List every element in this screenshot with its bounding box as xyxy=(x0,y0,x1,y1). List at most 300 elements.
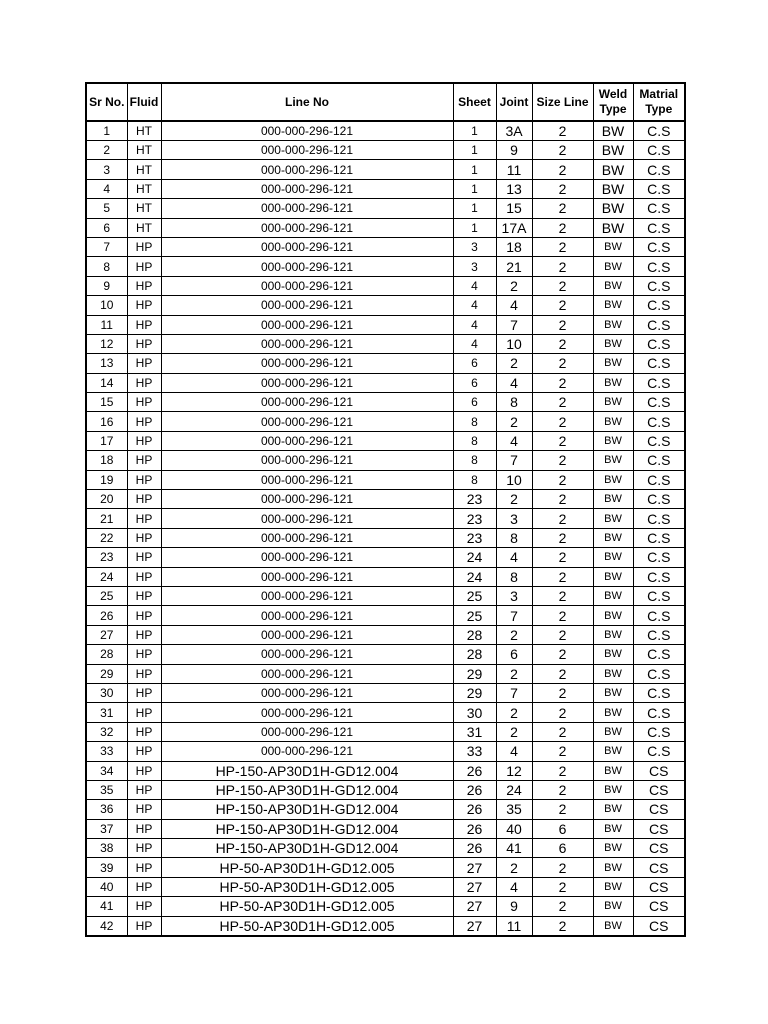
sheet-cell: 26 xyxy=(453,800,496,819)
sheet-cell: 28 xyxy=(453,645,496,664)
weld-type-cell: BW xyxy=(593,121,633,141)
sr-no-cell: 4 xyxy=(86,179,127,198)
table-row xyxy=(86,528,685,547)
line-no-cell: HP-50-AP30D1H-GD12.005 xyxy=(161,897,453,916)
fluid-cell: HP xyxy=(127,567,161,586)
table-row xyxy=(86,858,685,877)
fluid-cell: HT xyxy=(127,160,161,179)
line-no-cell: 000-000-296-121 xyxy=(161,237,453,256)
matrial-type-cell: C.S xyxy=(633,722,685,741)
line-no-cell: 000-000-296-121 xyxy=(161,528,453,547)
weld-type-cell: BW xyxy=(593,625,633,644)
line-no-cell: HP-50-AP30D1H-GD12.005 xyxy=(161,877,453,896)
sr-no-cell: 26 xyxy=(86,606,127,625)
fluid-cell: HP xyxy=(127,276,161,295)
sheet-cell: 4 xyxy=(453,276,496,295)
table-row xyxy=(86,354,685,373)
sheet-cell: 8 xyxy=(453,431,496,450)
line-no-cell: HP-150-AP30D1H-GD12.004 xyxy=(161,761,453,780)
sr-no-cell: 36 xyxy=(86,800,127,819)
size-line-cell: 2 xyxy=(532,586,593,605)
joint-cell: 4 xyxy=(496,373,532,392)
joint-cell: 2 xyxy=(496,354,532,373)
matrial-type-cell: C.S xyxy=(633,567,685,586)
joint-cell: 11 xyxy=(496,160,532,179)
weld-type-cell: BW xyxy=(593,141,633,160)
joint-cell: 2 xyxy=(496,276,532,295)
table-row xyxy=(86,237,685,256)
joint-cell: 3 xyxy=(496,509,532,528)
fluid-cell: HP xyxy=(127,858,161,877)
size-line-cell: 2 xyxy=(532,470,593,489)
fluid-cell: HP xyxy=(127,490,161,509)
table-row xyxy=(86,800,685,819)
sheet-cell: 24 xyxy=(453,567,496,586)
size-line-cell: 2 xyxy=(532,780,593,799)
table-row xyxy=(86,334,685,353)
sr-no-cell: 38 xyxy=(86,839,127,858)
sheet-cell: 33 xyxy=(453,742,496,761)
size-line-cell: 2 xyxy=(532,858,593,877)
sheet-cell: 23 xyxy=(453,490,496,509)
sheet-cell: 1 xyxy=(453,160,496,179)
weld-type-cell: BW xyxy=(593,354,633,373)
fluid-cell: HP xyxy=(127,528,161,547)
weld-type-cell: BW xyxy=(593,548,633,567)
matrial-type-cell: C.S xyxy=(633,683,685,702)
weld-type-cell: BW xyxy=(593,645,633,664)
size-line-cell: 2 xyxy=(532,509,593,528)
table-row xyxy=(86,490,685,509)
fluid-cell: HP xyxy=(127,373,161,392)
weld-type-cell: BW xyxy=(593,490,633,509)
fluid-cell: HP xyxy=(127,742,161,761)
line-no-cell: 000-000-296-121 xyxy=(161,393,453,412)
matrial-type-cell: C.S xyxy=(633,393,685,412)
fluid-cell: HT xyxy=(127,121,161,141)
line-no-cell: 000-000-296-121 xyxy=(161,257,453,276)
sheet-cell: 1 xyxy=(453,179,496,198)
table-row xyxy=(86,625,685,644)
size-line-cell: 2 xyxy=(532,315,593,334)
size-line-cell: 2 xyxy=(532,354,593,373)
weld-type-cell: BW xyxy=(593,296,633,315)
size-line-cell: 2 xyxy=(532,296,593,315)
sr-no-cell: 24 xyxy=(86,567,127,586)
sheet-cell: 25 xyxy=(453,586,496,605)
joint-cell: 2 xyxy=(496,858,532,877)
size-line-cell: 2 xyxy=(532,490,593,509)
sr-no-cell: 30 xyxy=(86,683,127,702)
sheet-cell: 3 xyxy=(453,257,496,276)
matrial-type-cell: C.S xyxy=(633,703,685,722)
table-row xyxy=(86,160,685,179)
matrial-type-cell: C.S xyxy=(633,528,685,547)
sheet-cell: 26 xyxy=(453,761,496,780)
table-row xyxy=(86,897,685,916)
weld-type-cell: BW xyxy=(593,780,633,799)
sheet-cell: 23 xyxy=(453,528,496,547)
weld-type-cell: BW xyxy=(593,586,633,605)
size-line-cell: 2 xyxy=(532,373,593,392)
sr-no-cell: 16 xyxy=(86,412,127,431)
sheet-cell: 31 xyxy=(453,722,496,741)
fluid-cell: HP xyxy=(127,703,161,722)
size-line-cell: 2 xyxy=(532,179,593,198)
matrial-type-cell: CS xyxy=(633,800,685,819)
joint-cell: 21 xyxy=(496,257,532,276)
table-row xyxy=(86,722,685,741)
weld-type-cell: BW xyxy=(593,877,633,896)
sr-no-cell: 41 xyxy=(86,897,127,916)
sheet-cell: 29 xyxy=(453,664,496,683)
joint-cell: 3 xyxy=(496,586,532,605)
fluid-cell: HP xyxy=(127,315,161,334)
table-row xyxy=(86,567,685,586)
table-row xyxy=(86,257,685,276)
fluid-cell: HP xyxy=(127,509,161,528)
table-row xyxy=(86,412,685,431)
weld-type-cell: BW xyxy=(593,664,633,683)
header-row xyxy=(86,83,685,121)
matrial-type-cell: C.S xyxy=(633,373,685,392)
weld-type-cell: BW xyxy=(593,373,633,392)
matrial-type-cell: C.S xyxy=(633,257,685,276)
table-row xyxy=(86,742,685,761)
fluid-cell: HP xyxy=(127,257,161,276)
fluid-cell: HP xyxy=(127,431,161,450)
matrial-type-cell: C.S xyxy=(633,141,685,160)
size-line-cell: 2 xyxy=(532,548,593,567)
sr-no-cell: 22 xyxy=(86,528,127,547)
sr-no-cell: 25 xyxy=(86,586,127,605)
joint-cell: 9 xyxy=(496,897,532,916)
weld-type-cell: BW xyxy=(593,858,633,877)
size-line-cell: 2 xyxy=(532,451,593,470)
sr-no-cell: 21 xyxy=(86,509,127,528)
joint-cell: 2 xyxy=(496,703,532,722)
joint-cell: 11 xyxy=(496,916,532,936)
size-line-cell: 2 xyxy=(532,276,593,295)
sheet-cell: 1 xyxy=(453,141,496,160)
sr-no-cell: 35 xyxy=(86,780,127,799)
sheet-cell: 3 xyxy=(453,237,496,256)
line-no-cell: HP-50-AP30D1H-GD12.005 xyxy=(161,916,453,936)
matrial-type-cell: C.S xyxy=(633,237,685,256)
sr-no-cell: 8 xyxy=(86,257,127,276)
fluid-cell: HP xyxy=(127,470,161,489)
weld-type-cell: BW xyxy=(593,742,633,761)
joint-cell: 6 xyxy=(496,645,532,664)
matrial-type-cell: C.S xyxy=(633,490,685,509)
sr-no-cell: 32 xyxy=(86,722,127,741)
sr-no-cell: 5 xyxy=(86,199,127,218)
sr-no-cell: 39 xyxy=(86,858,127,877)
size-line-cell: 2 xyxy=(532,431,593,450)
sr-no-cell: 3 xyxy=(86,160,127,179)
matrial-type-cell: C.S xyxy=(633,160,685,179)
fluid-cell: HP xyxy=(127,296,161,315)
line-no-cell: 000-000-296-121 xyxy=(161,334,453,353)
size-line-cell: 2 xyxy=(532,742,593,761)
matrial-type-cell: C.S xyxy=(633,354,685,373)
matrial-type-cell: CS xyxy=(633,761,685,780)
table-row xyxy=(86,121,685,141)
weld-type-cell: BW xyxy=(593,237,633,256)
size-line-cell: 2 xyxy=(532,606,593,625)
sr-no-cell: 40 xyxy=(86,877,127,896)
line-no-cell: 000-000-296-121 xyxy=(161,315,453,334)
size-line-cell: 2 xyxy=(532,625,593,644)
sheet-cell: 27 xyxy=(453,916,496,936)
table-row xyxy=(86,548,685,567)
line-no-cell: 000-000-296-121 xyxy=(161,490,453,509)
sr-no-cell: 6 xyxy=(86,218,127,237)
weld-type-cell: BW xyxy=(593,916,633,936)
joint-cell: 4 xyxy=(496,877,532,896)
weld-type-cell: BW xyxy=(593,761,633,780)
joint-cell: 4 xyxy=(496,742,532,761)
fluid-cell: HT xyxy=(127,179,161,198)
weld-joint-table xyxy=(85,82,686,937)
matrial-type-cell: C.S xyxy=(633,509,685,528)
joint-cell: 15 xyxy=(496,199,532,218)
matrial-type-cell: C.S xyxy=(633,121,685,141)
fluid-cell: HP xyxy=(127,237,161,256)
line-no-cell: 000-000-296-121 xyxy=(161,141,453,160)
joint-cell: 7 xyxy=(496,606,532,625)
weld-type-cell: BW xyxy=(593,470,633,489)
joint-cell: 8 xyxy=(496,528,532,547)
joint-cell: 8 xyxy=(496,393,532,412)
sr-no-cell: 11 xyxy=(86,315,127,334)
size-line-cell: 2 xyxy=(532,528,593,547)
header-matrial-type-line2: Type xyxy=(645,102,673,116)
line-no-cell: 000-000-296-121 xyxy=(161,722,453,741)
size-line-cell: 2 xyxy=(532,683,593,702)
sheet-cell: 29 xyxy=(453,683,496,702)
table-row xyxy=(86,683,685,702)
line-no-cell: 000-000-296-121 xyxy=(161,179,453,198)
weld-type-cell: BW xyxy=(593,722,633,741)
line-no-cell: 000-000-296-121 xyxy=(161,431,453,450)
weld-type-cell: BW xyxy=(593,703,633,722)
fluid-cell: HP xyxy=(127,916,161,936)
matrial-type-cell: C.S xyxy=(633,645,685,664)
table-row xyxy=(86,393,685,412)
fluid-cell: HT xyxy=(127,199,161,218)
weld-type-cell: BW xyxy=(593,257,633,276)
fluid-cell: HP xyxy=(127,606,161,625)
joint-cell: 7 xyxy=(496,451,532,470)
line-no-cell: 000-000-296-121 xyxy=(161,276,453,295)
matrial-type-cell: C.S xyxy=(633,664,685,683)
line-no-cell: 000-000-296-121 xyxy=(161,373,453,392)
sheet-cell: 4 xyxy=(453,315,496,334)
sr-no-cell: 17 xyxy=(86,431,127,450)
weld-type-cell: BW xyxy=(593,199,633,218)
matrial-type-cell: C.S xyxy=(633,276,685,295)
table-row xyxy=(86,664,685,683)
sr-no-cell: 13 xyxy=(86,354,127,373)
matrial-type-cell: C.S xyxy=(633,431,685,450)
joint-cell: 35 xyxy=(496,800,532,819)
table-row xyxy=(86,141,685,160)
joint-cell: 8 xyxy=(496,567,532,586)
sheet-cell: 6 xyxy=(453,393,496,412)
table-row xyxy=(86,839,685,858)
weld-type-cell: BW xyxy=(593,819,633,838)
fluid-cell: HP xyxy=(127,451,161,470)
joint-cell: 4 xyxy=(496,296,532,315)
line-no-cell: 000-000-296-121 xyxy=(161,625,453,644)
line-no-cell: 000-000-296-121 xyxy=(161,199,453,218)
sr-no-cell: 9 xyxy=(86,276,127,295)
line-no-cell: 000-000-296-121 xyxy=(161,742,453,761)
matrial-type-cell: C.S xyxy=(633,548,685,567)
matrial-type-cell: C.S xyxy=(633,315,685,334)
joint-cell: 18 xyxy=(496,237,532,256)
fluid-cell: HP xyxy=(127,722,161,741)
weld-type-cell: BW xyxy=(593,412,633,431)
fluid-cell: HP xyxy=(127,819,161,838)
table-row xyxy=(86,916,685,936)
header-matrial-type-line1: Matrial xyxy=(639,87,679,101)
weld-type-cell: BW xyxy=(593,528,633,547)
line-no-cell: 000-000-296-121 xyxy=(161,683,453,702)
table-body xyxy=(86,121,685,936)
fluid-cell: HP xyxy=(127,412,161,431)
fluid-cell: HP xyxy=(127,548,161,567)
matrial-type-cell: C.S xyxy=(633,199,685,218)
sheet-cell: 23 xyxy=(453,509,496,528)
fluid-cell: HT xyxy=(127,141,161,160)
table-row xyxy=(86,315,685,334)
weld-type-cell: BW xyxy=(593,897,633,916)
line-no-cell: 000-000-296-121 xyxy=(161,703,453,722)
matrial-type-cell: CS xyxy=(633,839,685,858)
fluid-cell: HP xyxy=(127,334,161,353)
joint-cell: 4 xyxy=(496,431,532,450)
sr-no-cell: 33 xyxy=(86,742,127,761)
header-joint: Joint xyxy=(496,83,532,121)
line-no-cell: 000-000-296-121 xyxy=(161,470,453,489)
table-row xyxy=(86,218,685,237)
sheet-cell: 6 xyxy=(453,354,496,373)
matrial-type-cell: C.S xyxy=(633,586,685,605)
joint-cell: 2 xyxy=(496,412,532,431)
sr-no-cell: 12 xyxy=(86,334,127,353)
size-line-cell: 2 xyxy=(532,141,593,160)
sheet-cell: 4 xyxy=(453,334,496,353)
size-line-cell: 2 xyxy=(532,800,593,819)
table-row xyxy=(86,819,685,838)
weld-type-cell: BW xyxy=(593,160,633,179)
header-size-line: Size Line xyxy=(532,83,593,121)
sheet-cell: 26 xyxy=(453,819,496,838)
line-no-cell: 000-000-296-121 xyxy=(161,160,453,179)
sheet-cell: 8 xyxy=(453,470,496,489)
size-line-cell: 2 xyxy=(532,897,593,916)
sr-no-cell: 7 xyxy=(86,237,127,256)
header-sheet: Sheet xyxy=(453,83,496,121)
fluid-cell: HP xyxy=(127,625,161,644)
joint-cell: 13 xyxy=(496,179,532,198)
matrial-type-cell: CS xyxy=(633,897,685,916)
sheet-cell: 8 xyxy=(453,412,496,431)
joint-cell: 24 xyxy=(496,780,532,799)
table-row xyxy=(86,276,685,295)
sheet-cell: 1 xyxy=(453,121,496,141)
fluid-cell: HP xyxy=(127,897,161,916)
matrial-type-cell: C.S xyxy=(633,412,685,431)
joint-cell: 2 xyxy=(496,664,532,683)
matrial-type-cell: C.S xyxy=(633,334,685,353)
fluid-cell: HP xyxy=(127,877,161,896)
matrial-type-cell: CS xyxy=(633,780,685,799)
matrial-type-cell: CS xyxy=(633,819,685,838)
line-no-cell: 000-000-296-121 xyxy=(161,548,453,567)
weld-type-cell: BW xyxy=(593,567,633,586)
table-row xyxy=(86,179,685,198)
header-line-no: Line No xyxy=(161,83,453,121)
size-line-cell: 6 xyxy=(532,839,593,858)
weld-type-cell: BW xyxy=(593,431,633,450)
matrial-type-cell: C.S xyxy=(633,296,685,315)
header-sr-no: Sr No. xyxy=(86,83,127,121)
size-line-cell: 2 xyxy=(532,645,593,664)
size-line-cell: 2 xyxy=(532,218,593,237)
sheet-cell: 24 xyxy=(453,548,496,567)
table-row xyxy=(86,431,685,450)
sheet-cell: 26 xyxy=(453,780,496,799)
size-line-cell: 2 xyxy=(532,877,593,896)
line-no-cell: HP-50-AP30D1H-GD12.005 xyxy=(161,858,453,877)
sr-no-cell: 23 xyxy=(86,548,127,567)
joint-cell: 40 xyxy=(496,819,532,838)
joint-cell: 4 xyxy=(496,548,532,567)
line-no-cell: 000-000-296-121 xyxy=(161,218,453,237)
sr-no-cell: 18 xyxy=(86,451,127,470)
matrial-type-cell: C.S xyxy=(633,625,685,644)
sheet-cell: 27 xyxy=(453,877,496,896)
matrial-type-cell: C.S xyxy=(633,470,685,489)
size-line-cell: 2 xyxy=(532,664,593,683)
size-line-cell: 2 xyxy=(532,257,593,276)
line-no-cell: 000-000-296-121 xyxy=(161,412,453,431)
weld-type-cell: BW xyxy=(593,839,633,858)
matrial-type-cell: CS xyxy=(633,877,685,896)
size-line-cell: 2 xyxy=(532,916,593,936)
joint-cell: 3A xyxy=(496,121,532,141)
matrial-type-cell: C.S xyxy=(633,606,685,625)
size-line-cell: 2 xyxy=(532,722,593,741)
joint-cell: 12 xyxy=(496,761,532,780)
sheet-cell: 1 xyxy=(453,199,496,218)
joint-cell: 2 xyxy=(496,625,532,644)
line-no-cell: 000-000-296-121 xyxy=(161,451,453,470)
sheet-cell: 1 xyxy=(453,218,496,237)
joint-cell: 10 xyxy=(496,334,532,353)
line-no-cell: HP-150-AP30D1H-GD12.004 xyxy=(161,800,453,819)
fluid-cell: HP xyxy=(127,586,161,605)
line-no-cell: HP-150-AP30D1H-GD12.004 xyxy=(161,819,453,838)
matrial-type-cell: CS xyxy=(633,858,685,877)
sr-no-cell: 27 xyxy=(86,625,127,644)
weld-type-cell: BW xyxy=(593,315,633,334)
sheet-cell: 6 xyxy=(453,373,496,392)
weld-type-cell: BW xyxy=(593,800,633,819)
